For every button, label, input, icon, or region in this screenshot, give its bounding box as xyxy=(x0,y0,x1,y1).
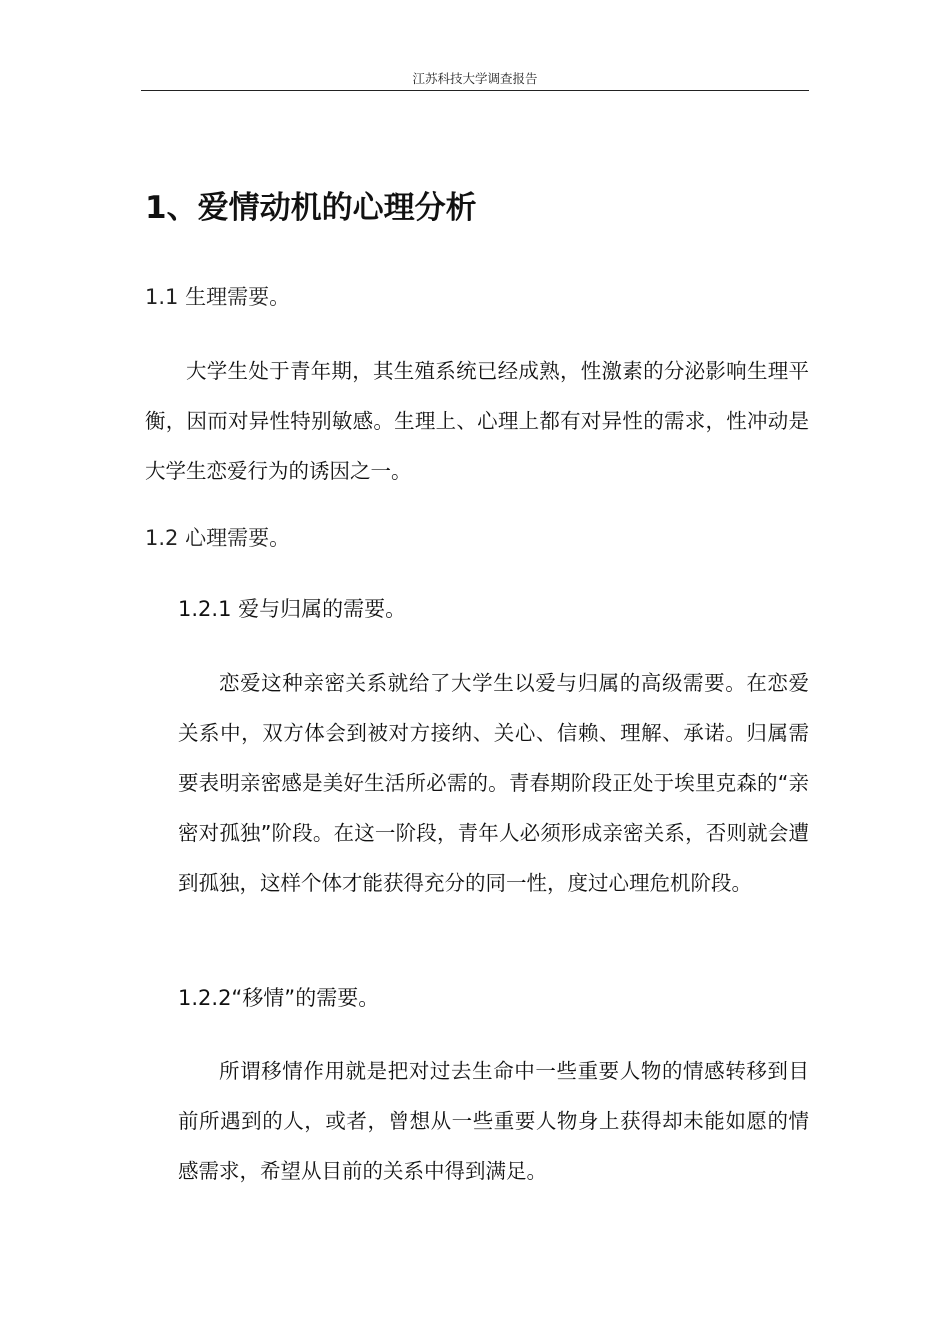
subsection-title-1-2: 1.2 心理需要。 xyxy=(145,526,291,550)
subsection-title-1-2-1: 1.2.1 爱与归属的需要。 xyxy=(178,597,407,621)
paragraph-physiological: 大学生处于青年期，其生殖系统已经成熟，性激素的分泌影响生理平衡，因而对异性特别敏感。生理上、心理上都有对异性的需求，性冲动是大学生恋爱行为的诱因之一。 xyxy=(145,359,809,483)
subsection-title-1-2-2: 1.2.2“移情”的需要。 xyxy=(178,986,380,1010)
header-title: 江苏科技大学调查报告 xyxy=(412,71,538,86)
page-header xyxy=(141,70,809,91)
paragraph-love-belonging: 恋爱这种亲密关系就给了大学生以爱与归属的高级需要。在恋爱关系中，双方体会到被对方接纳、关心、信赖、理解、承诺。归属需要表明亲密感是美好生活所必需的。青春期阶段正处于埃里克森的“亲密对孤独”阶段。在这一阶段，青年人必须形成亲密关系，否则就会遭到孤独，这样个体才能获得充分的同一性，度过心理危机阶段。 xyxy=(178,671,809,895)
subsection-title-1-1: 1.1 生理需要。 xyxy=(145,285,291,309)
paragraph-transference: 所谓移情作用就是把对过去生命中一些重要人物的情感转移到目前所遇到的人，或者，曾想从一些重要人物身上获得却未能如愿的情感需求，希望从目前的关系中得到满足。 xyxy=(178,1059,809,1183)
section-title: 1、爱情动机的心理分析 xyxy=(145,190,477,226)
